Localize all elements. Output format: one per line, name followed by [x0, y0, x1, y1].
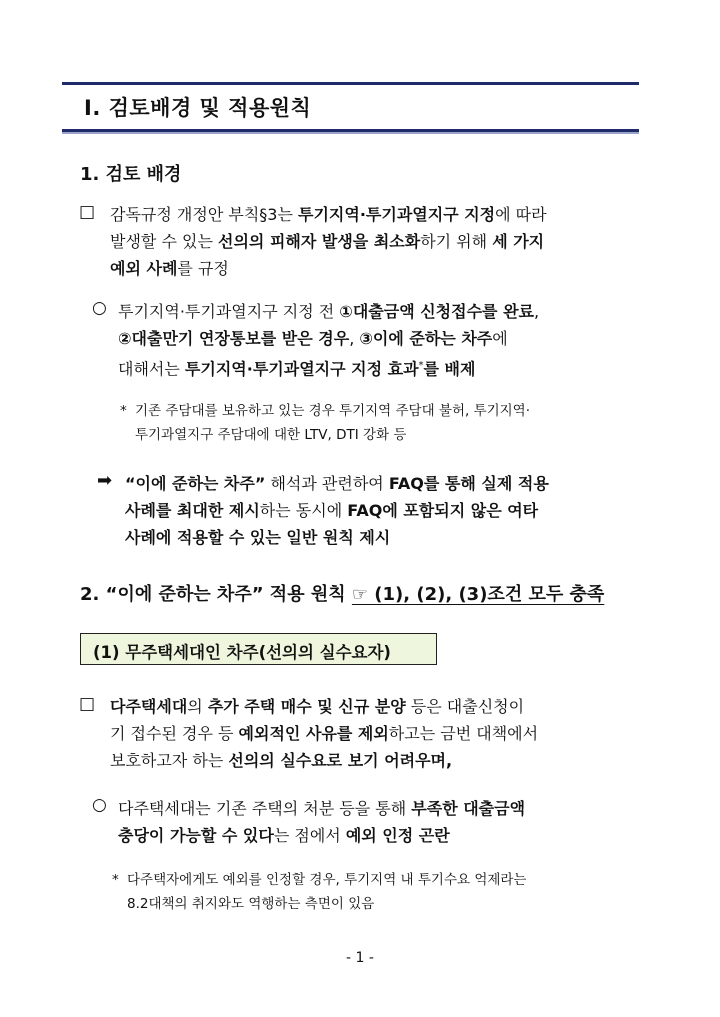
text-bold: FAQ를 통해 실제 적용: [388, 474, 549, 493]
text: 의: [187, 697, 208, 716]
text-bold: 부족한 대출금액: [411, 799, 526, 818]
text: 발생할 수 있는: [110, 232, 218, 251]
paragraph-3: [125, 470, 650, 552]
note-line: 기존 주담대를 보유하고 있는 경우 투기지역 주담대 불허, 투기지역·: [135, 403, 531, 419]
text-bold: 선의의 실수요로 보기 어려우며,: [228, 751, 453, 770]
note-marker: *: [112, 872, 119, 888]
text: 하고는 금번 대책에서: [388, 724, 539, 743]
text: 기 접수된 경우 등: [110, 724, 239, 743]
text: 다주택세대는 기존 주택의 처분 등을 통해: [118, 799, 412, 818]
circle-bullet-icon: ○: [92, 795, 107, 815]
text-bold: 선의의 피해자 발생을 최소화: [218, 232, 421, 251]
heading-condition: ☞ (1), (2), (3)조건 모두 충족: [351, 584, 605, 605]
text: 해석과 관련하여: [265, 474, 389, 493]
square-bullet-icon: □: [79, 202, 96, 222]
section-header: [62, 82, 639, 132]
text-bold: 투기지역·투기과열지구 지정 효과: [184, 359, 419, 379]
heading-text: 2. “이에 준하는 차주” 적용 원칙: [80, 584, 352, 605]
circle-bullet-icon: ○: [92, 298, 107, 318]
text: 대해서는: [118, 359, 185, 379]
paragraph-4: [110, 693, 650, 775]
text: 하기 위해: [420, 232, 493, 251]
text-bold: ③이에 준하는 차주: [359, 329, 493, 348]
text: ,: [534, 302, 540, 321]
paragraph-5: [118, 795, 648, 851]
text-bold: 투기지역·투기과열지구 지정: [298, 205, 496, 224]
text-bold: 예외 인정 곤란: [345, 826, 450, 845]
note-1: [135, 399, 655, 447]
text-bold: 를 배제: [423, 359, 476, 379]
paragraph-2: [118, 298, 648, 380]
text: 를 규정: [177, 259, 229, 278]
text-bold: 사례를 최대한 제시: [125, 501, 260, 520]
text-bold: 사례에 적용할 수 있는 일반 원칙 제시: [125, 528, 391, 547]
text-bold: FAQ에 포함되지 않은 여타: [347, 501, 539, 520]
condition-title: (1) 무주택세대인 차주(선의의 실수요자): [93, 643, 391, 662]
text: 하는 동시에: [259, 501, 348, 520]
text: ,: [349, 329, 360, 348]
condition-box: [80, 633, 437, 665]
text: 에: [492, 329, 508, 348]
paragraph-1: [110, 201, 650, 283]
text: 등은 대출신청이: [405, 697, 525, 716]
footnote-mark: *: [418, 360, 424, 371]
note-line: 다주택자에게도 예외를 인정할 경우, 투기지역 내 투기수요 억제라는: [127, 872, 527, 888]
page-number: - 1 -: [346, 950, 374, 966]
text: 감독규정 개정안 부칙§3는: [110, 205, 298, 224]
text-bold: 예외적인 사유를 제외: [238, 724, 389, 743]
text: 에 따라: [495, 205, 547, 224]
note-2: [127, 868, 652, 916]
note-line: 8.2대책의 취지와도 역행하는 측면이 있음: [127, 896, 375, 912]
text-bold: 예외 사례: [110, 259, 178, 278]
heading-principle: [80, 580, 604, 606]
text-bold: 다주택세대: [110, 697, 188, 716]
heading-background: 1. 검토 배경: [80, 164, 182, 185]
text: 는 점에서: [273, 826, 346, 845]
text-bold: “이에 준하는 차주”: [125, 474, 266, 493]
text-bold: 추가 주택 매수 및 신규 분양: [207, 697, 406, 716]
text: 투기지역·투기과열지구 지정 전: [118, 302, 340, 321]
text-bold: ①대출금액 신청접수를 완료: [339, 302, 534, 321]
text-bold: ②대출만기 연장통보를 받은 경우: [118, 329, 350, 348]
section-title: Ⅰ. 검토배경 및 적용원칙: [84, 96, 312, 120]
square-bullet-icon: □: [79, 694, 96, 714]
text: 보호하고자 하는: [110, 751, 229, 770]
note-line: 투기과열지구 주담대에 대한 LTV, DTI 강화 등: [135, 427, 407, 443]
text-bold: 충당이 가능할 수 있다: [118, 826, 274, 845]
text-bold: 세 가지: [492, 232, 545, 251]
arrow-right-icon: ➡: [97, 470, 113, 491]
note-marker: *: [120, 403, 127, 419]
